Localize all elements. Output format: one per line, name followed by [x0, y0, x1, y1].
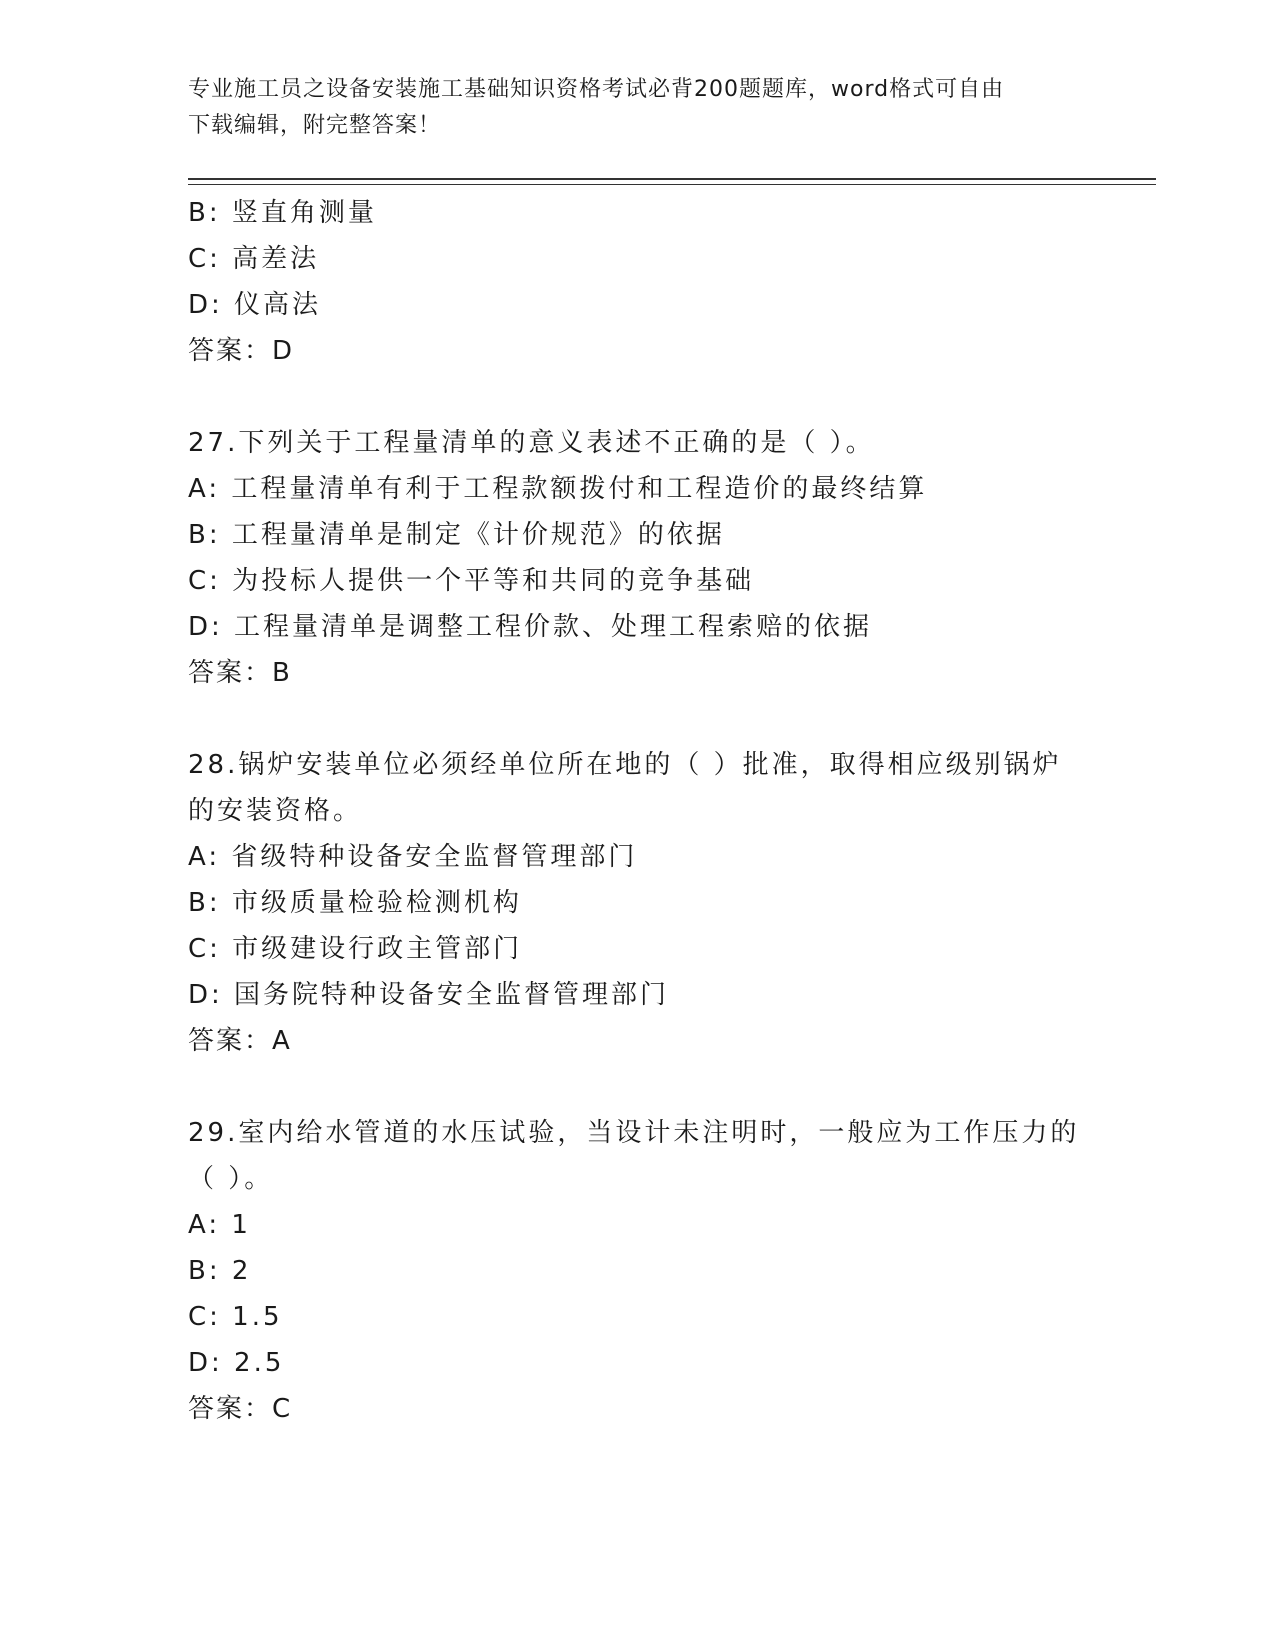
option-a: A: 工程量清单有利于工程款额拨付和工程造价的最终结算 [188, 474, 928, 504]
question-29 [188, 1110, 1148, 1432]
option-b: B: 2 [188, 1256, 252, 1286]
option-a: A: 省级特种设备安全监督管理部门 [188, 842, 638, 872]
option-d: D: 工程量清单是调整工程价款、处理工程索赔的依据 [188, 612, 873, 642]
option-c: C: 高差法 [188, 244, 320, 274]
option-c: C: 为投标人提供一个平等和共同的竞争基础 [188, 566, 755, 596]
question-stem-line-2: 的安装资格。 [188, 796, 363, 826]
question-28 [188, 742, 1148, 1064]
document-header [188, 72, 1088, 144]
header-divider-thick [188, 178, 1156, 180]
question-26-tail [188, 190, 1148, 374]
header-line-1: 专业施工员之设备安装施工基础知识资格考试必背200题题库，word格式可自由 [188, 77, 1005, 102]
question-stem-line-1: 28.锅炉安装单位必须经单位所在地的（ ）批准，取得相应级别锅炉 [188, 750, 1062, 780]
option-c: C: 1.5 [188, 1302, 283, 1332]
spacer [188, 374, 1148, 420]
option-b: B: 市级质量检验检测机构 [188, 888, 522, 918]
header-line-2: 下载编辑，附完整答案！ [188, 113, 442, 138]
question-stem-line-1: 29.室内给水管道的水压试验，当设计未注明时，一般应为工作压力的 [188, 1118, 1080, 1148]
header-divider-thin [188, 184, 1156, 185]
question-stem: 27.下列关于工程量清单的意义表述不正确的是（ ）。 [188, 428, 875, 458]
answer-line: 答案：A [188, 1026, 292, 1056]
spacer [188, 1064, 1148, 1110]
spacer [188, 696, 1148, 742]
option-a: A: 1 [188, 1210, 251, 1240]
option-d: D: 2.5 [188, 1348, 285, 1378]
question-27 [188, 420, 1148, 696]
answer-line: 答案：C [188, 1394, 293, 1424]
option-d: D: 仪高法 [188, 290, 322, 320]
answer-line: 答案：B [188, 658, 292, 688]
answer-line: 答案：D [188, 336, 295, 366]
question-stem-line-2: （ ）。 [188, 1164, 274, 1194]
option-b: B: 工程量清单是制定《计价规范》的依据 [188, 520, 725, 550]
question-list [188, 190, 1148, 1432]
option-b: B: 竖直角测量 [188, 198, 377, 228]
option-c: C: 市级建设行政主管部门 [188, 934, 523, 964]
option-d: D: 国务院特种设备安全监督管理部门 [188, 980, 670, 1010]
